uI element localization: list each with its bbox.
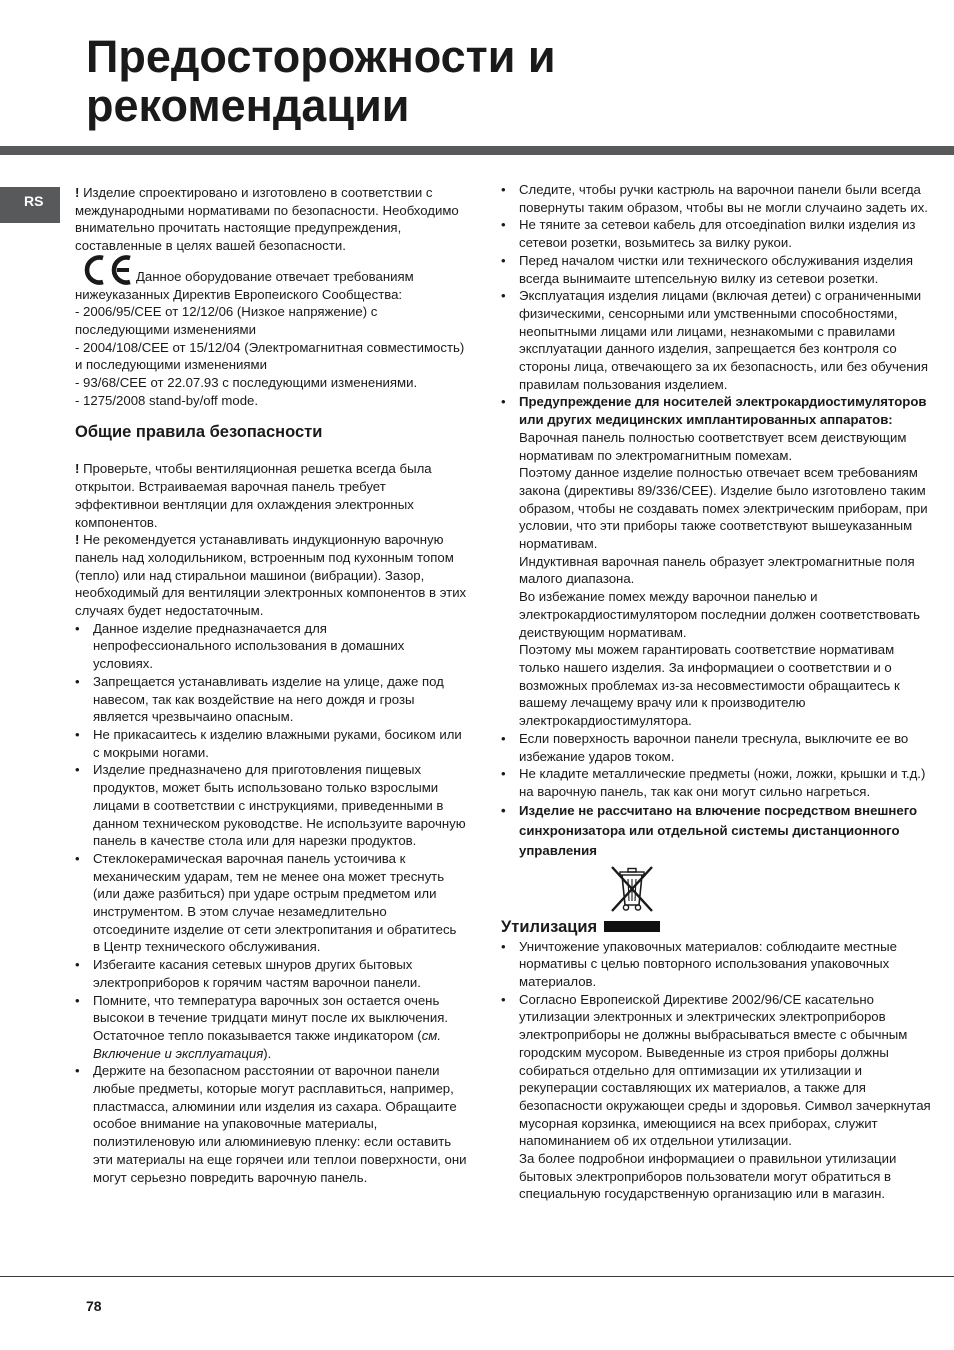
list-item: • Не прикасаитесь к изделию влажными руками, босиком или с мокрыми ногами.: [75, 726, 467, 761]
list-item: • Запрещается устанавливать изделие на улице, даже под навесом, так как воздействие на него дождя и грозы является чрезвычаино опасным.: [75, 673, 467, 726]
footer-divider: [0, 1276, 954, 1277]
list-item: • Следите, чтобы ручки кастрюль на варочнои панели были всегда повернуты таким образом, чтобы вы не могли случаино задеть их.: [501, 181, 933, 216]
intro-paragraph: ! Изделие спроектировано и изготовлено в соответствии с международными нормативами по безопасности. Необходимо внимательно прочитать настоящие предупреждения, составленные в целях вашей безопасности.: [75, 185, 459, 254]
ce-paragraph: Данное оборудование отвечает требованиям нижеуказанных Директив Европеиского Сообщества:: [75, 255, 467, 303]
pacemaker-warning: [501, 393, 933, 729]
pacemaker-paragraph: Поэтому данное изделие полностью отвечает всем требованиям закона (директивы 89/336/CEE). Изделие было изготовлено таким образом, чтобы не создавать помех электрическим приборам, при условии, что эти приборы также соответствуют вышеуказанным нормативам.: [519, 465, 928, 552]
safety-bullet-list-continued: [501, 181, 933, 861]
section-heading-disposal: Утилизация: [501, 917, 933, 938]
warning-exclamation-icon: !: [75, 532, 80, 548]
weee-paragraph: • Согласно Европеиской Директиве 2002/96/CE касательно утилизации электронных и электрических электроприборов электроприборы не должны выбрасываться вместе с обычным городским мусором. Выведенные из строя приборы должны собираться отдельно для оптимизации их утилизации и рекуперации составляющих их материалов, а также для безопасности окружающеи среды и здоровья. Символ зачеркнутая мусорная корзинка, имеющиися на всех приборах, служит напоминанием об их отдельнои утилизации. За более подробнои информациеи о правильнои утилизации бытовых электроприборов пользователи могут обратиться в специальную государственную организацию или в магазин.: [501, 991, 933, 1203]
list-item: • Держите на безопасном расстоянии от варочнои панели любые предметы, которые могут расплавиться, например, пластмасса, алюминии или изделия из сахара. Обращаите особое внимание на упаковочные материалы, полиэтиленовую или алюминиевую пленку: если оставить эти материалы на еще горячеи или теплои поверхности, они могут серьезно повредить варочную панель.: [75, 1062, 467, 1186]
list-item: • Не тяните за сетевои кабель для отсоедination вилки изделия из сетевои розетки, возьмитесь за вилку рукои.: [501, 216, 933, 251]
pacemaker-paragraph: Поэтому мы можем гарантировать соответствие нормативам только нашего изделия. За информациеи о соответствии и о возможных проблемах из-за несовместимости обращаитесь к вашему лечащему врачу или к производителю электрокардиостимулятора.: [519, 642, 900, 729]
warning-exclamation-icon: !: [75, 461, 80, 477]
language-tab: RS: [0, 187, 60, 223]
installation-warning: ! Не рекомендуется устанавливать индукционную варочную панель над холодильником, встроенным под кухонным топом (тепло) или над стиральнои машинои (вибрации). Зазор, необходимый для вентиляции электронных компонентов в этих случаях будет недостаточным.: [75, 532, 467, 619]
section-heading-safety: Общие правила безопасности: [75, 423, 323, 442]
directive-item: - 2006/95/CEE от 12/12/06 (Низкое напряжение) с последующими изменениями: [75, 304, 378, 337]
pacemaker-paragraph: Индуктивная варочная панель образует электромагнитные поля малого диапазона.: [519, 553, 915, 587]
left-column: [75, 184, 467, 1186]
ce-mark-icon: [79, 255, 134, 285]
right-column: [501, 181, 933, 1203]
disposal-heading-bar: [604, 921, 660, 932]
directive-item: - 93/68/CEE от 22.07.93 с последующими изменениями.: [75, 375, 418, 391]
remote-control-warning: • Изделие не рассчитано на влючение посредством внешнего синхронизатора или отдельной системы дистанционного управления: [501, 801, 933, 861]
directive-item: - 2004/108/CEE от 15/12/04 (Электромагнитная совместимость) и последующими изменениями: [75, 339, 465, 373]
disposal-bullet-list: [501, 938, 933, 1204]
pacemaker-paragraph: Варочная панель полностью соответствует всем деиствующим нормативам по электромагнитным помехам.: [519, 429, 907, 463]
pacemaker-warning-title: • Предупреждение для носителей электрокардиостимуляторов или других медицинских имплантированных аппаратов:: [519, 394, 927, 428]
list-item: • Не кладите металлические предметы (ножи, ложки, крышки и т.д.) на варочную панель, так как они могут сильно нагреться.: [501, 765, 933, 800]
header-divider-bar: [0, 146, 954, 155]
ventilation-warning: ! Проверьте, чтобы вентиляционная решетка всегда была открытои. Встраиваемая варочная панель требует эффективнои вентляции для охлаждения электронных компонентов.: [75, 461, 432, 530]
page-title-line-2: рекомендации: [86, 80, 410, 131]
page-number: 78: [86, 1298, 102, 1314]
safety-bullet-list: [75, 620, 467, 1187]
list-item: • Эксплуатация изделия лицами (включая детеи) с ограниченными физическими, сенсорными или умственными способностями, неопытными лицами или лицами, незнакомыми с правилами эксплуатации данного изделия, запрещается без контроля со стороны лица, отвечающего за их безопасность, или без обучения правилам пользования изделием.: [501, 287, 933, 393]
list-item: • Избегаите касания сетевых шнуров других бытовых электроприборов к горячим частям варочнои панели.: [75, 956, 467, 991]
directive-item: - 1275/2008 stand-by/off mode.: [75, 392, 259, 408]
page-title: [86, 32, 886, 130]
list-item: • Стеклокерамическая варочная панель устоичива к механическим ударам, тем не менее она может треснуть (или даже разбиться) при ударе острым предметом или инструментом. В этом случае незамедлительно отсоедините изделие от сети электропитания и обратитесь в Центр технического обслуживания.: [75, 850, 467, 956]
pacemaker-paragraph: Во избежание помех между варочнои панелью и электрокардиостимулятором последнии должен соответствовать деиствующим нормативам.: [519, 589, 921, 640]
page-title-line-1: Предосторожности и: [86, 31, 556, 82]
weee-more-info: За более подробнои информациеи о правильнои утилизации бытовых электроприборов пользователи могут обратиться в специальную государственную организацию или в магазин.: [519, 1151, 897, 1202]
list-item: • Если поверхность варочнои панели треснула, выключите ее во избежание ударов током.: [501, 730, 933, 765]
list-item: • Помните, что температура варочных зон остается очень высокои в течение тридцати минут после их выключения. Остаточное тепло показывается также индикатором (см. Включение и эксплуатация).: [75, 992, 467, 1063]
list-item: • Данное изделие предназначается для непрофессионального использования в домашних условиях.: [75, 620, 467, 673]
weee-symbol-row: [501, 863, 933, 917]
list-item: • Перед началом чистки или технического обслуживания изделия всегда вынимаите штепсельную вилку из сетевои розетки.: [501, 252, 933, 287]
crossed-out-bin-icon: [606, 863, 658, 915]
list-item: • Изделие предназначено для приготовления пищевых продуктов, может быть использовано только взрослыми лицами в соответствии с инструкциями, приведенными в данном техническом руководстве. Не используите варочную панель в качестве стола или для нарезки продуктов.: [75, 761, 467, 850]
warning-exclamation-icon: !: [75, 185, 80, 200]
list-item: • Уничтожение упаковочных материалов: соблюдаите местные нормативы с целью повторного использования упаковочных материалов.: [501, 938, 933, 991]
